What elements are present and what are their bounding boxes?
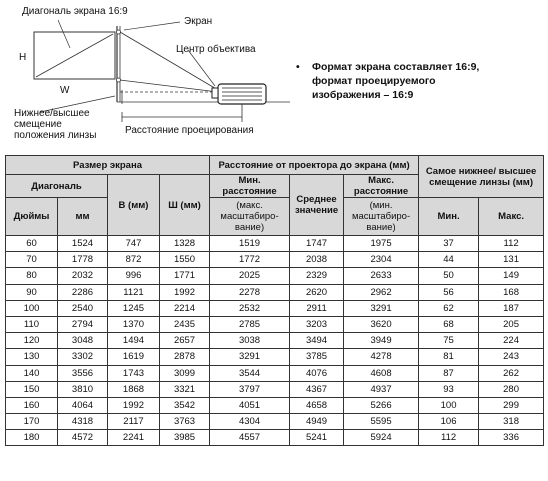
cell-max-distance: 2304 <box>344 252 419 268</box>
cell-height: 1370 <box>108 316 160 332</box>
cell-inches: 90 <box>6 284 58 300</box>
cell-avg-distance: 4658 <box>290 397 344 413</box>
cell-max-distance: 5924 <box>344 430 419 446</box>
cell-offset-min: 100 <box>419 397 479 413</box>
diagonal-header: Диагональ <box>6 175 108 198</box>
cell-min-distance: 3544 <box>210 365 290 381</box>
cell-min-distance: 1772 <box>210 252 290 268</box>
cell-avg-distance: 4949 <box>290 414 344 430</box>
cell-offset-max: 243 <box>479 349 544 365</box>
screen-size-header: Размер экрана <box>6 156 210 175</box>
cell-avg-distance: 5241 <box>290 430 344 446</box>
table-row <box>6 414 544 430</box>
projection-ray-bottom <box>120 80 218 92</box>
cell-inches: 160 <box>6 397 58 413</box>
cell-offset-min: 68 <box>419 316 479 332</box>
min-distance-header: Мин. расстояние <box>210 175 290 198</box>
offset-label-line1: Нижнее/высшее <box>14 108 90 119</box>
cell-mm: 3556 <box>58 365 108 381</box>
width-label: W <box>60 85 70 96</box>
cell-mm: 3048 <box>58 333 108 349</box>
cell-offset-min: 106 <box>419 414 479 430</box>
cell-height: 1494 <box>108 333 160 349</box>
cell-max-distance: 5266 <box>344 397 419 413</box>
cell-offset-min: 37 <box>419 236 479 252</box>
cell-offset-min: 56 <box>419 284 479 300</box>
screen-label: Экран <box>184 16 213 27</box>
cell-offset-min: 81 <box>419 349 479 365</box>
cell-avg-distance: 3785 <box>290 349 344 365</box>
offset-max-header: Макс. <box>479 198 544 236</box>
note-line-3: изображения – 16:9 <box>312 89 414 101</box>
cell-min-distance: 3291 <box>210 349 290 365</box>
cell-avg-distance: 2038 <box>290 252 344 268</box>
cell-offset-min: 87 <box>419 365 479 381</box>
cell-mm: 2794 <box>58 316 108 332</box>
cell-min-distance: 2532 <box>210 300 290 316</box>
cell-inches: 180 <box>6 430 58 446</box>
cell-width: 3763 <box>160 414 210 430</box>
cell-width: 2435 <box>160 316 210 332</box>
cell-offset-max: 131 <box>479 252 544 268</box>
cell-inches: 130 <box>6 349 58 365</box>
cell-min-distance: 2785 <box>210 316 290 332</box>
format-note <box>296 60 536 102</box>
cell-min-distance: 4304 <box>210 414 290 430</box>
cell-max-distance: 3949 <box>344 333 419 349</box>
cell-offset-max: 187 <box>479 300 544 316</box>
note-line-2: формат проецируемого <box>312 75 436 87</box>
cell-mm: 1524 <box>58 236 108 252</box>
note-line-1: Формат экрана составляет 16:9, <box>312 61 480 73</box>
note-bullet: • <box>296 61 300 73</box>
cell-inches: 150 <box>6 381 58 397</box>
max-distance-header: Макс. расстояние <box>344 175 419 198</box>
table-row <box>6 236 544 252</box>
cell-height: 747 <box>108 236 160 252</box>
cell-min-distance: 3797 <box>210 381 290 397</box>
cell-offset-max: 280 <box>479 381 544 397</box>
diagonal-label: Диагональ экрана 16:9 <box>22 6 128 17</box>
cell-avg-distance: 2329 <box>290 268 344 284</box>
cell-mm: 4064 <box>58 397 108 413</box>
cell-min-distance: 3038 <box>210 333 290 349</box>
table-row <box>6 252 544 268</box>
cell-inches: 60 <box>6 236 58 252</box>
cell-min-distance: 2025 <box>210 268 290 284</box>
cell-offset-min: 50 <box>419 268 479 284</box>
cell-mm: 4318 <box>58 414 108 430</box>
cell-avg-distance: 2620 <box>290 284 344 300</box>
screen-size-table <box>5 155 544 446</box>
cell-mm: 1778 <box>58 252 108 268</box>
cell-mm: 3810 <box>58 381 108 397</box>
cell-height: 2241 <box>108 430 160 446</box>
cell-inches: 70 <box>6 252 58 268</box>
cell-width: 2878 <box>160 349 210 365</box>
cell-height: 872 <box>108 252 160 268</box>
cell-avg-distance: 1747 <box>290 236 344 252</box>
table-row <box>6 316 544 332</box>
cell-width: 1992 <box>160 284 210 300</box>
cell-offset-min: 62 <box>419 300 479 316</box>
cell-mm: 4572 <box>58 430 108 446</box>
cell-width: 1328 <box>160 236 210 252</box>
cell-height: 1743 <box>108 365 160 381</box>
cell-height: 1619 <box>108 349 160 365</box>
cell-max-distance: 3291 <box>344 300 419 316</box>
cell-width: 1550 <box>160 252 210 268</box>
cell-max-distance: 1975 <box>344 236 419 252</box>
cell-avg-distance: 2911 <box>290 300 344 316</box>
distance-header: Расстояние от проектора до экрана (мм) <box>210 156 419 175</box>
cell-avg-distance: 4076 <box>290 365 344 381</box>
cell-width: 3985 <box>160 430 210 446</box>
cell-max-distance: 3620 <box>344 316 419 332</box>
cell-max-distance: 2962 <box>344 284 419 300</box>
cell-inches: 80 <box>6 268 58 284</box>
cell-min-distance: 4557 <box>210 430 290 446</box>
max-distance-note: (мин. масштабиро-вание) <box>344 198 419 236</box>
cell-width: 3321 <box>160 381 210 397</box>
offset-label-line2: смещение <box>14 119 62 130</box>
cell-offset-min: 75 <box>419 333 479 349</box>
table-row <box>6 397 544 413</box>
cell-min-distance: 2278 <box>210 284 290 300</box>
cell-offset-max: 336 <box>479 430 544 446</box>
cell-min-distance: 4051 <box>210 397 290 413</box>
cell-mm: 2032 <box>58 268 108 284</box>
projection-ray-top <box>120 32 218 90</box>
cell-avg-distance: 3494 <box>290 333 344 349</box>
offset-header: Самое нижнее/ высшее смещение линзы (мм) <box>419 156 544 198</box>
cell-offset-max: 149 <box>479 268 544 284</box>
table-row <box>6 381 544 397</box>
table-row <box>6 430 544 446</box>
cell-height: 1992 <box>108 397 160 413</box>
height-header: В (мм) <box>108 175 160 236</box>
cell-max-distance: 4278 <box>344 349 419 365</box>
offset-min-header: Мин. <box>419 198 479 236</box>
cell-width: 2657 <box>160 333 210 349</box>
avg-distance-header: Среднее значение <box>290 175 344 236</box>
cell-inches: 170 <box>6 414 58 430</box>
cell-offset-min: 44 <box>419 252 479 268</box>
mm-header: мм <box>58 198 108 236</box>
cell-width: 1771 <box>160 268 210 284</box>
min-distance-note: (макс. масштабиро-вание) <box>210 198 290 236</box>
distance-label: Расстояние проецирования <box>125 125 254 136</box>
screen-diagonal <box>36 34 113 77</box>
table-row <box>6 300 544 316</box>
table-row <box>6 333 544 349</box>
cell-offset-max: 205 <box>479 316 544 332</box>
cell-avg-distance: 3203 <box>290 316 344 332</box>
cell-offset-max: 168 <box>479 284 544 300</box>
cell-width: 3542 <box>160 397 210 413</box>
cell-min-distance: 1519 <box>210 236 290 252</box>
cell-width: 3099 <box>160 365 210 381</box>
offset-label-line3: положения линзы <box>14 130 97 141</box>
cell-offset-max: 262 <box>479 365 544 381</box>
cell-height: 996 <box>108 268 160 284</box>
cell-offset-max: 318 <box>479 414 544 430</box>
cell-offset-min: 93 <box>419 381 479 397</box>
lens-center-label: Центр объектива <box>176 44 256 55</box>
cell-offset-max: 224 <box>479 333 544 349</box>
cell-height: 1868 <box>108 381 160 397</box>
cell-max-distance: 4608 <box>344 365 419 381</box>
table-row <box>6 268 544 284</box>
table-row <box>6 284 544 300</box>
cell-mm: 3302 <box>58 349 108 365</box>
cell-max-distance: 4937 <box>344 381 419 397</box>
cell-max-distance: 5595 <box>344 414 419 430</box>
cell-inches: 100 <box>6 300 58 316</box>
cell-offset-max: 299 <box>479 397 544 413</box>
cell-mm: 2286 <box>58 284 108 300</box>
table-row <box>6 349 544 365</box>
cell-height: 1245 <box>108 300 160 316</box>
table-row <box>6 365 544 381</box>
cell-height: 2117 <box>108 414 160 430</box>
cell-width: 2214 <box>160 300 210 316</box>
cell-inches: 120 <box>6 333 58 349</box>
cell-avg-distance: 4367 <box>290 381 344 397</box>
projection-diagram <box>0 0 290 150</box>
projector-body <box>218 84 266 104</box>
cell-inches: 140 <box>6 365 58 381</box>
cell-offset-max: 112 <box>479 236 544 252</box>
width-header: Ш (мм) <box>160 175 210 236</box>
cell-offset-min: 112 <box>419 430 479 446</box>
cell-max-distance: 2633 <box>344 268 419 284</box>
cell-height: 1121 <box>108 284 160 300</box>
cell-mm: 2540 <box>58 300 108 316</box>
cell-inches: 110 <box>6 316 58 332</box>
table-body <box>6 236 544 446</box>
height-label: H <box>19 52 27 63</box>
inches-header: Дюймы <box>6 198 58 236</box>
